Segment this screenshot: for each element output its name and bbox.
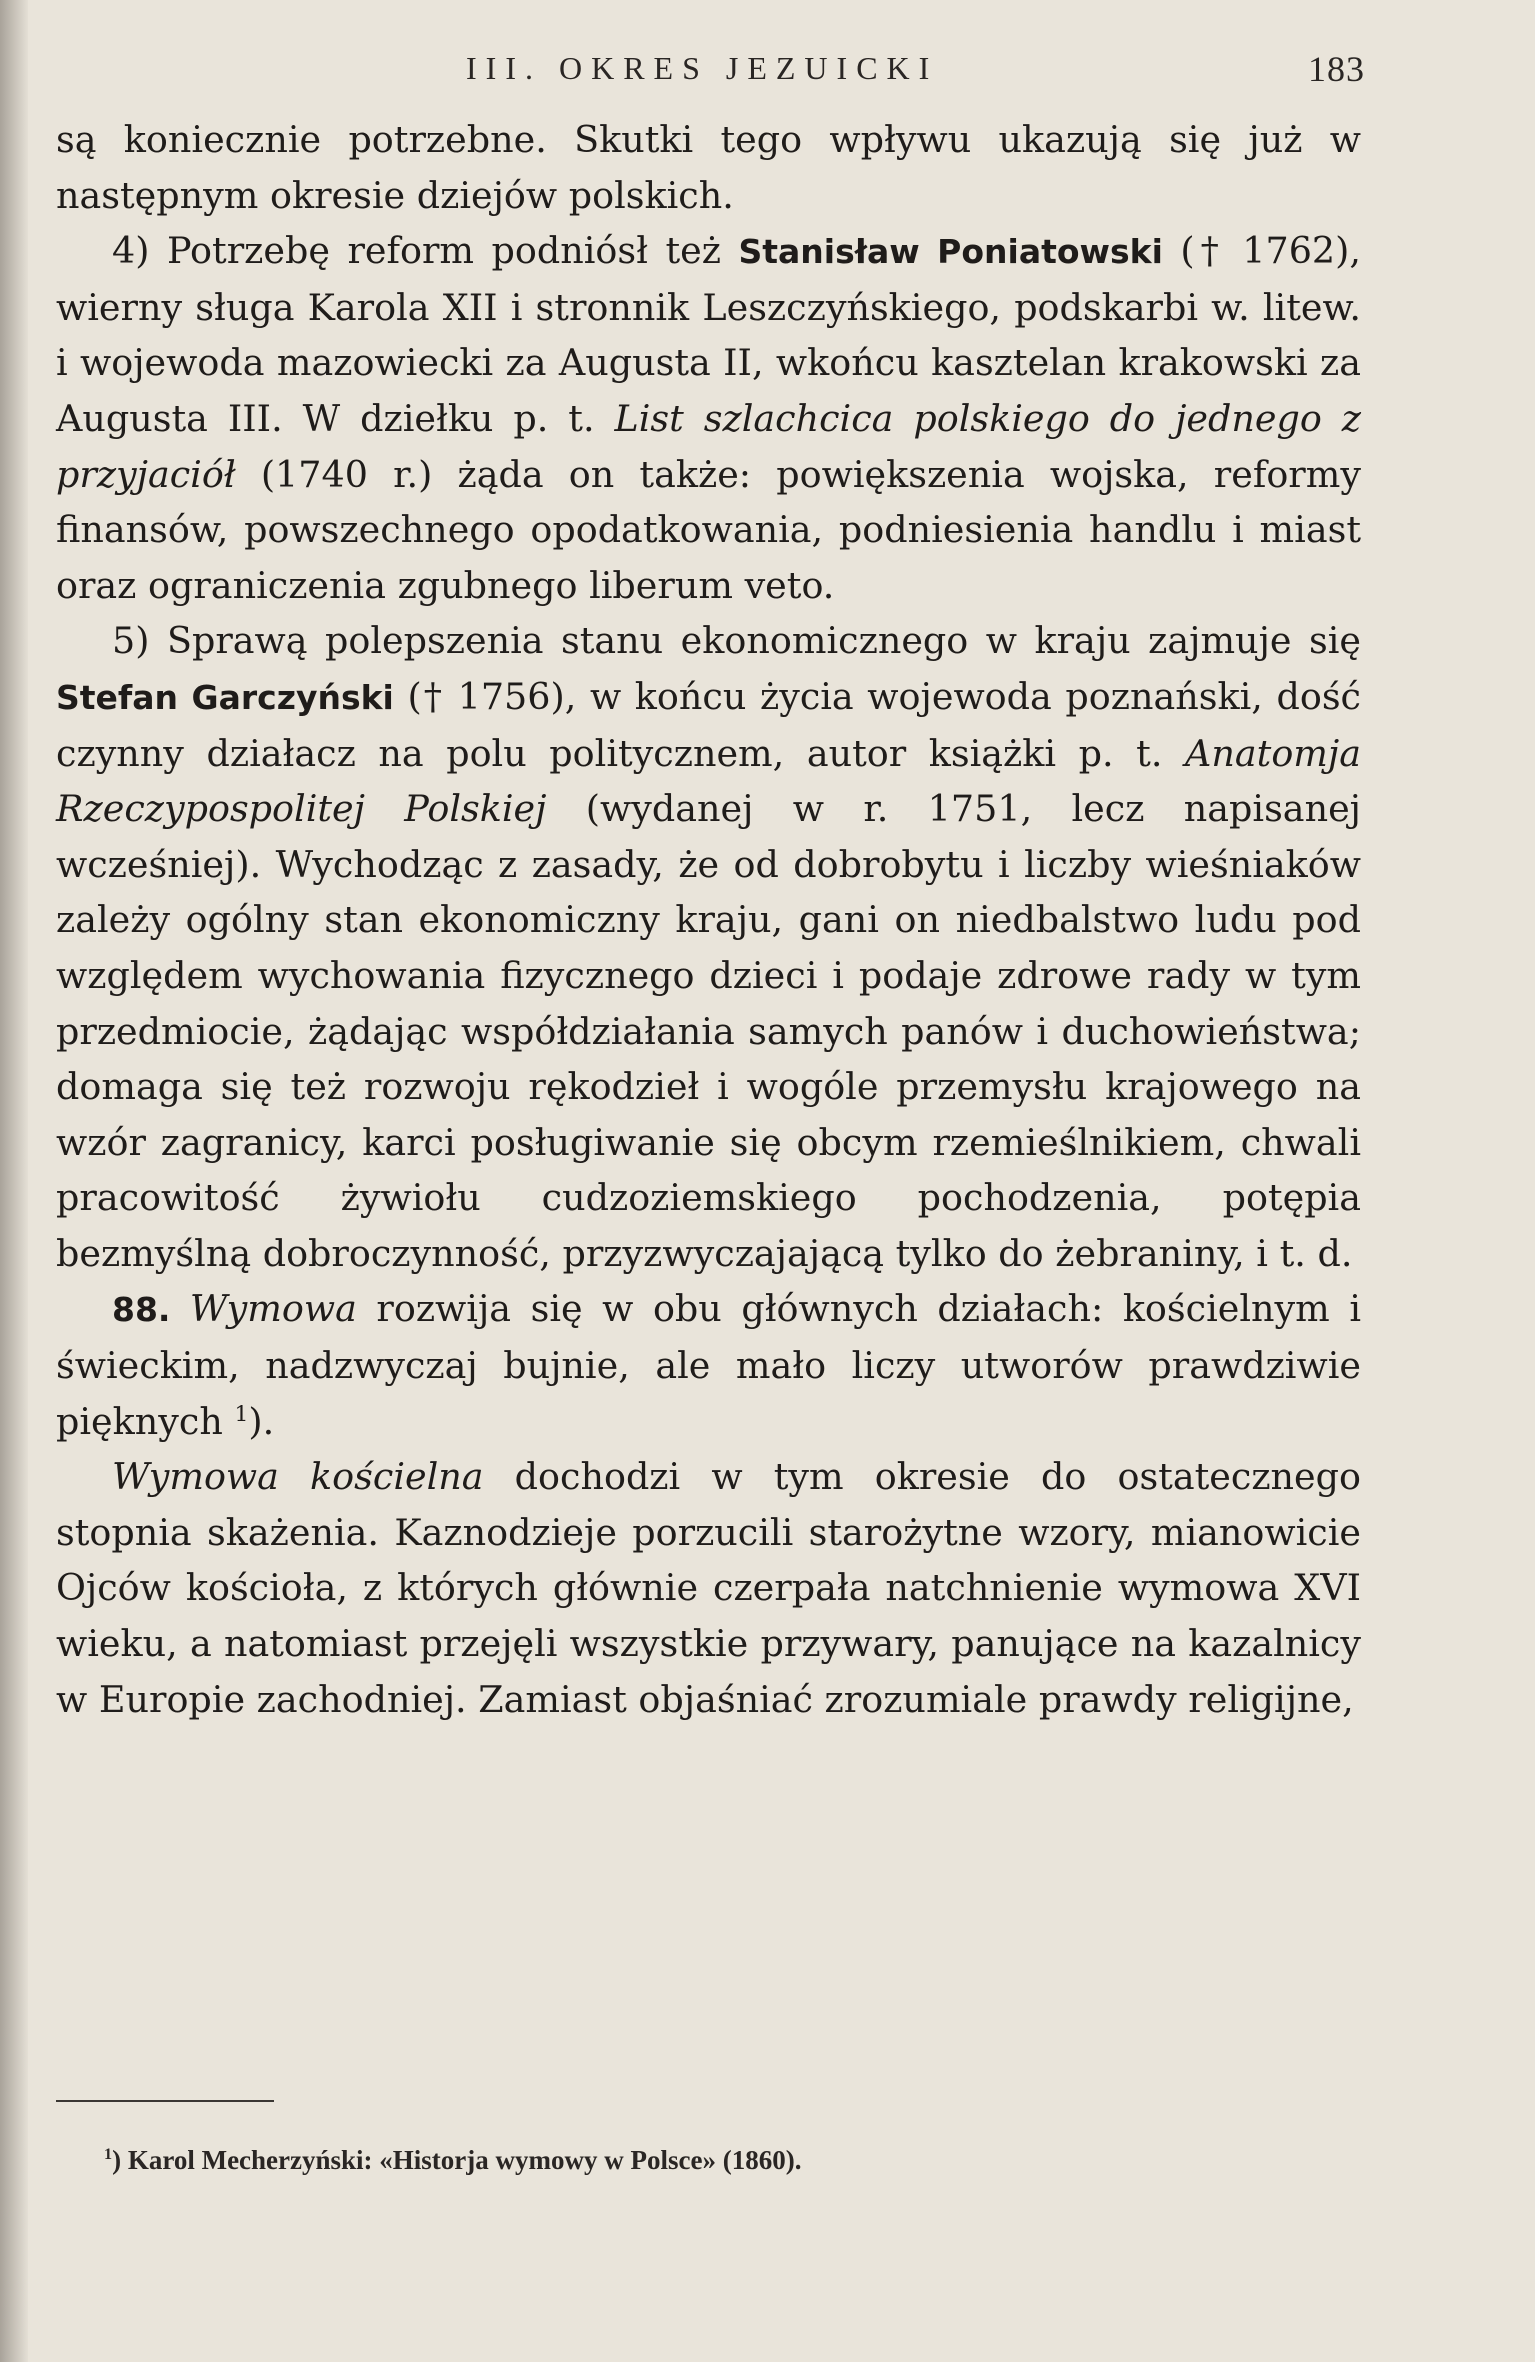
footnote-reference[interactable]: 1 xyxy=(234,1401,249,1427)
p5-text-a: dochodzi w tym okresie do ostatecznego stopnia skażenia. Kaznodzieje porzucili starożytne wzory, mianowicie Ojców kościoła, z których głównie czerpała natchnienie wymowa XVI wieku, a natomiast przejęli wszystkie przywary, panujące na kazalnicy w Europie zachodniej. Zamiast objaśniać zrozumiale prawdy religijne, xyxy=(56,1455,1361,1721)
section-number: 88. xyxy=(112,1290,190,1330)
p4-text-b: ). xyxy=(248,1399,275,1443)
main-text xyxy=(56,112,1361,1727)
page-number: 183 xyxy=(1308,49,1365,89)
paragraph-3 xyxy=(56,613,1361,1281)
p2-text-c: (1740 r.) żąda on także: powiększenia wojska, reformy finansów, powszechnego opodatkowania, podniesienia handlu i miast oraz ograniczenia zgubnego liberum veto. xyxy=(56,452,1361,607)
p5-term: Wymowa kościelna xyxy=(112,1455,484,1499)
p3-person-name: Stefan Garczyński xyxy=(56,677,394,717)
p4-term: Wymowa xyxy=(189,1287,357,1331)
p2-text-a: 4) Potrzebę reform podniósł też xyxy=(112,229,739,273)
p2-text-b: († 1762), wierny sługa Karola XII i stronnik Leszczyńskiego, podskarbi w. litew. i wojewoda mazowiecki za Augusta II, wkońcu kasztelan krakowski za Augusta III. W dziełku p. t. xyxy=(56,229,1361,440)
paragraph-4 xyxy=(56,1281,1361,1449)
paragraph-5 xyxy=(56,1449,1361,1727)
p3-text-a: 5) Sprawą polepszenia stanu ekonomicznego w kraju zajmuje się xyxy=(112,619,1361,663)
p3-work-title: Anatomja Rzeczypospolitej Polskiej xyxy=(56,731,1361,831)
running-header xyxy=(466,50,1366,94)
page-edge-shadow xyxy=(0,0,28,2362)
footnote xyxy=(104,2145,1304,2176)
p3-text-c: (wydanej w r. 1751, lecz napisanej wcześniej). Wychodząc z zasady, że od dobrobytu i liczby wieśniaków zależy ogólny stan ekonomiczny kraju, gani on niedbalstwo ludu pod względem wychowania fizycznego dzieci i podaje zdrowe rady w tym przedmiocie, żądając współdziałania samych panów i duchowieństwa; domaga się też rozwoju rękodzieł i wogóle przemysłu krajowego na wzór zagranicy, karci posługiwanie się obcym rzemieślnikiem, chwali pracowitość żywiołu cudzoziemskiego pochodzenia, potępia bezmyślną dobroczynność, przyzwyczajającą tylko do żebraniny, i t. d. xyxy=(56,787,1361,1275)
p2-work-title: List szlachcica polskiego do jednego z przyjaciół xyxy=(56,396,1361,496)
running-title: III. OKRES JEZUICKI xyxy=(466,50,939,86)
paragraph-1: są koniecznie potrzebne. Skutki tego wpływu ukazują się już w następnym okresie dziejów polskich. xyxy=(56,118,1361,217)
p2-person-name: Stanisław Poniatowski xyxy=(738,232,1163,272)
p4-text-a: rozwija się w obu głównych działach: kościelnym i świeckim, nadzwyczaj bujnie, ale mało liczy utworów prawdziwie pięknych xyxy=(56,1287,1361,1443)
p3-text-b: († 1756), w końcu życia wojewoda poznański, dość czynny działacz na polu politycznem, autor książki p. t. xyxy=(56,674,1361,775)
footnote-divider xyxy=(56,2100,274,2102)
footnote-text: ) Karol Mecherzyński: «Historja wymowy w Polsce» (1860). xyxy=(112,2145,802,2175)
paragraph-2 xyxy=(56,223,1361,613)
footnote-marker: 1 xyxy=(104,2145,113,2163)
